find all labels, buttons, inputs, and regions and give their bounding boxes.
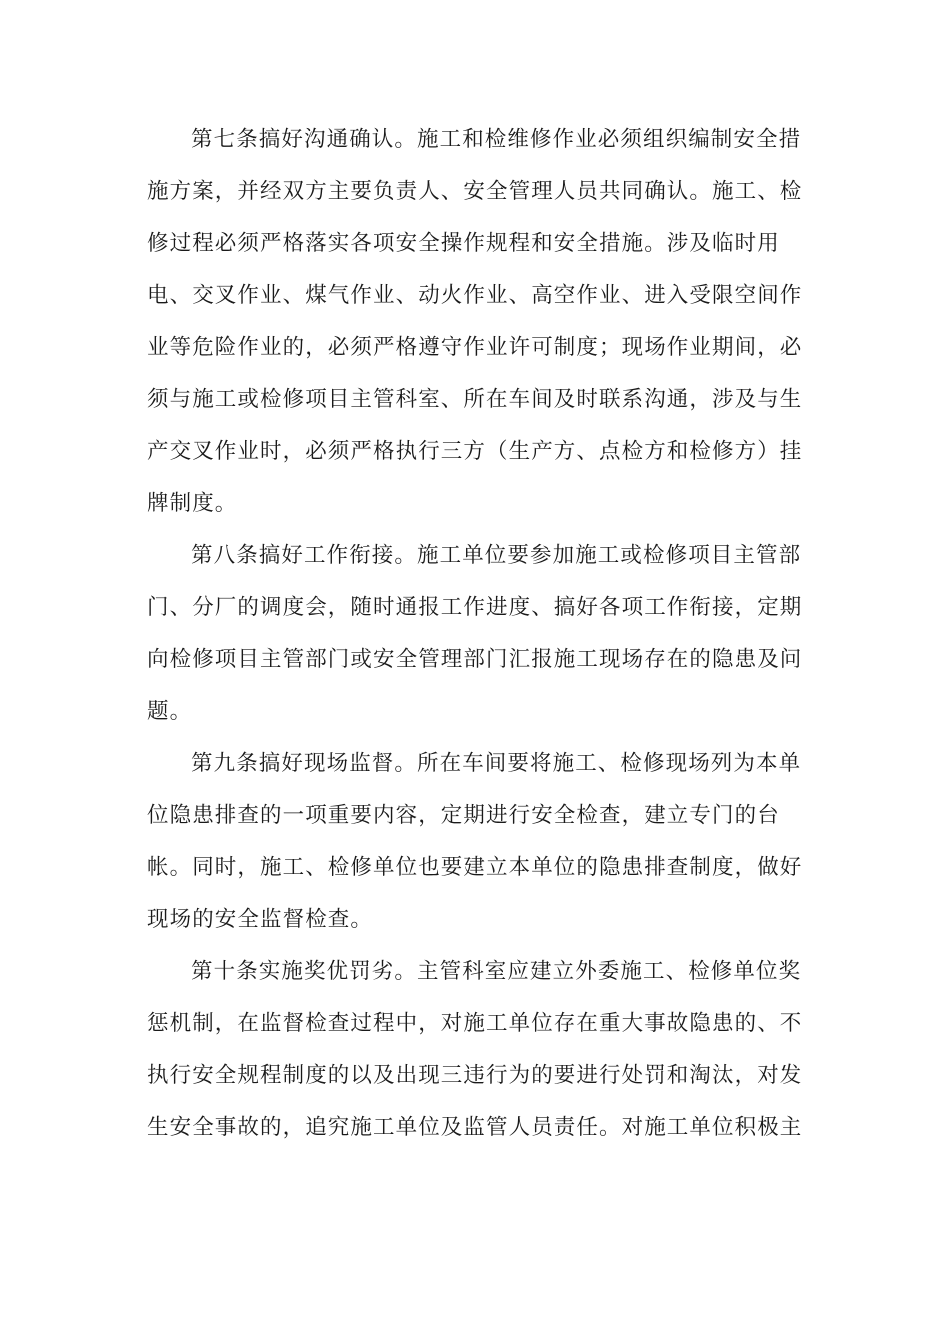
text-line: 位隐患排查的一项重要内容，定期进行安全检查，建立专门的台 [147, 803, 780, 828]
text-line: 第八条搞好工作衔接。施工单位要参加施工或检修项目主管部 [191, 543, 802, 568]
text-line: 业等危险作业的，必须严格遵守作业许可制度；现场作业期间，必 [147, 335, 803, 360]
document-body [147, 114, 807, 1154]
text-line: 向检修项目主管部门或安全管理部门汇报施工现场存在的隐患及问 [147, 647, 803, 672]
text-line: 产交叉作业时，必须严格执行三方（生产方、点检方和检修方）挂 [147, 439, 803, 464]
text-line: 施方案，并经双方主要负责人、安全管理人员共同确认。施工、检 [147, 179, 803, 204]
text-line: 帐。同时，施工、检修单位也要建立本单位的隐患排查制度，做好 [147, 855, 803, 880]
text-line: 惩机制，在监督检查过程中，对施工单位存在重大事故隐患的、不 [147, 1011, 803, 1036]
text-line: 门、分厂的调度会，随时通报工作进度、搞好各项工作衔接，定期 [147, 595, 803, 620]
text-line: 牌制度。 [147, 491, 238, 516]
text-line: 题。 [147, 699, 193, 724]
text-line: 第九条搞好现场监督。所在车间要将施工、检修现场列为本单 [191, 751, 802, 776]
text-line: 生安全事故的，追究施工单位及监管人员责任。对施工单位积极主 [147, 1115, 803, 1140]
text-line: 第十条实施奖优罚劣。主管科室应建立外委施工、检修单位奖 [191, 959, 802, 984]
text-line: 执行安全规程制度的以及出现三违行为的要进行处罚和淘汰，对发 [147, 1063, 803, 1088]
text-line: 第七条搞好沟通确认。施工和检维修作业必须组织编制安全措 [191, 127, 802, 152]
paragraph-article-7 [147, 114, 807, 530]
text-line: 现场的安全监督检查。 [147, 907, 374, 932]
paragraph-article-8 [147, 530, 807, 738]
paragraph-article-9 [147, 738, 807, 946]
text-line: 修过程必须严格落实各项安全操作规程和安全措施。涉及临时用 [147, 231, 780, 256]
paragraph-article-10 [147, 946, 807, 1154]
text-line: 电、交叉作业、煤气作业、动火作业、高空作业、进入受限空间作 [147, 283, 803, 308]
text-line: 须与施工或检修项目主管科室、所在车间及时联系沟通，涉及与生 [147, 387, 803, 412]
